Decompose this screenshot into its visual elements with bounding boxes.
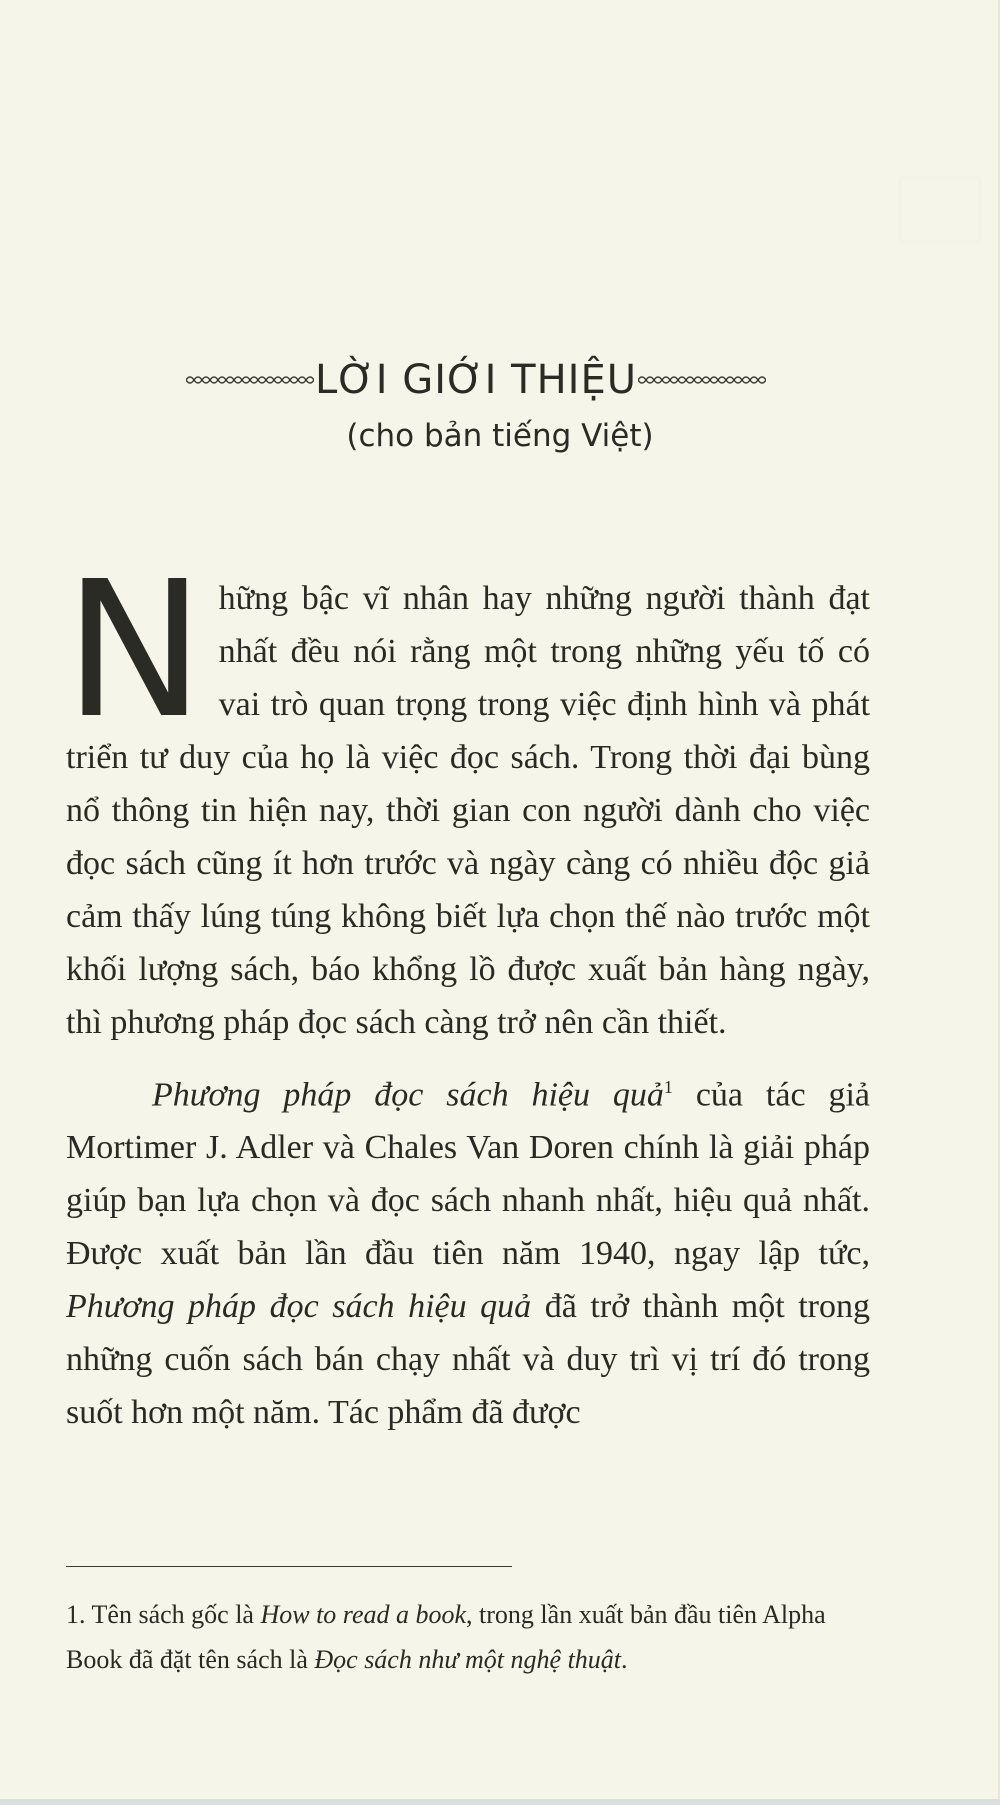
drop-cap: N (64, 541, 205, 760)
footnote-divider (66, 1566, 512, 1567)
paragraph-1 (64, 541, 870, 1049)
chapter-title: LỜI GIỚI THIỆU (314, 357, 637, 403)
paragraph-2-text-b: đã trở thành một trong những cuốn sách bán chạy nhất và duy trì vị trí đó trong suốt hơn một năm. Tác phẩm đã được (66, 1288, 870, 1432)
footnote-text-b: , trong lần xuất bản đầu tiên Alpha Book đã đặt tên sách là (66, 1600, 826, 1674)
footnote-italic-b: Đọc sách như một nghệ thuật (314, 1645, 622, 1674)
footnote-text-a: Tên sách gốc là (85, 1600, 261, 1629)
ornament-left-icon (186, 373, 314, 387)
book-title-italic: Phương pháp đọc sách hiệu quả (152, 1076, 664, 1114)
body-text (64, 541, 870, 1439)
paragraph-2 (66, 1061, 870, 1439)
footnote (66, 1592, 870, 1682)
bottom-strip (0, 1799, 1000, 1805)
paragraph-1-text: hững bậc vĩ nhân hay những người thành đạt nhất đều nói rằng một trong những yếu tố có vai trò quan trọng trong việc định hình và phát triển tư duy của họ là việc đọc sách. Trong thời đại bùng nổ thông tin hiện nay, thời gian con người dành cho việc đọc sách cũng ít hơn trước và ngày càng có nhiều độc giả cảm thấy lúng túng không biết lựa chọn thế nào trước một khối lượng sách, báo khổng lồ được xuất bản hàng ngày, thì phương pháp đọc sách càng trở nên cần thiết. (66, 580, 870, 1041)
footnote-ref: 1 (663, 1077, 673, 1097)
ornament-right-icon (638, 373, 766, 387)
paragraph-2-text-a: của tác giả Mortimer J. Adler và Chales Van Doren chính là giải pháp giúp bạn lựa chọn và đọc sách nhanh nhất, hiệu quả nhất. Được xuất bản lần đầu tiên năm 1940, ngay lập tức, (66, 1076, 870, 1273)
chapter-subtitle: (cho bản tiếng Việt) (346, 418, 654, 454)
footnote-italic-a: How to read a book (260, 1600, 467, 1629)
book-icon (898, 176, 982, 244)
book-title-italic-2: Phương pháp đọc sách hiệu quả (66, 1288, 532, 1326)
footnote-text-c: . (621, 1645, 628, 1674)
footnote-number: 1. (66, 1600, 86, 1629)
title-row (186, 352, 766, 408)
